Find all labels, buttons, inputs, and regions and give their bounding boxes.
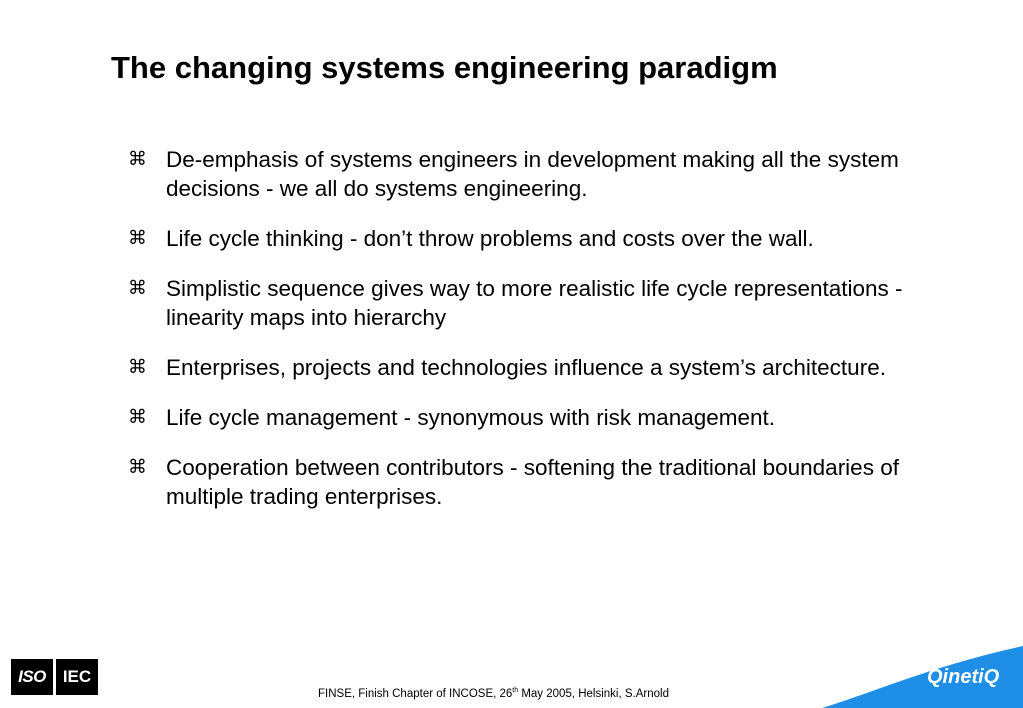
- footer-caption: [318, 686, 669, 702]
- footer-caption-end: May 2005, Helsinki, S.Arnold: [518, 688, 669, 700]
- iec-logo-text: IEC: [62, 667, 92, 686]
- command-key-icon: ⌘: [128, 406, 147, 428]
- iso-logo-text: ISO: [18, 667, 46, 686]
- command-key-icon: ⌘: [128, 456, 147, 478]
- iec-logo: [56, 659, 98, 695]
- brand-logo-text: QinetiQ: [927, 666, 1000, 688]
- iso-logo: [11, 659, 53, 695]
- bullet-text: Life cycle management - synonymous with risk management.: [166, 405, 776, 430]
- bullet-item: [128, 145, 918, 203]
- bullet-text: De-emphasis of systems engineers in development making all the system decisions - we all do systems engineering.: [166, 147, 899, 201]
- bullet-text: Life cycle thinking - don’t throw problems and costs over the wall.: [166, 226, 814, 251]
- bullet-item: [128, 353, 918, 382]
- bullet-text: Simplistic sequence gives way to more realistic life cycle representations - linearity maps into hierarchy: [166, 276, 903, 330]
- bullet-item: [128, 274, 918, 332]
- bullet-text: Enterprises, projects and technologies influence a system’s architecture.: [166, 355, 886, 380]
- footer-caption-main: FINSE, Finish Chapter of INCOSE, 26: [318, 688, 513, 700]
- command-key-icon: ⌘: [128, 356, 147, 378]
- bullet-item: [128, 453, 918, 511]
- bullet-item: [128, 403, 918, 432]
- bullet-text: Cooperation between contributors - softening the traditional boundaries of multiple trading enterprises.: [166, 455, 899, 509]
- bullet-list: [128, 145, 918, 532]
- command-key-icon: ⌘: [128, 148, 147, 170]
- footer-ordinal: th: [512, 687, 519, 694]
- command-key-icon: ⌘: [128, 227, 147, 249]
- slide-title: The changing systems engineering paradigm: [111, 50, 778, 85]
- command-key-icon: ⌘: [128, 277, 147, 299]
- bullet-item: [128, 224, 918, 253]
